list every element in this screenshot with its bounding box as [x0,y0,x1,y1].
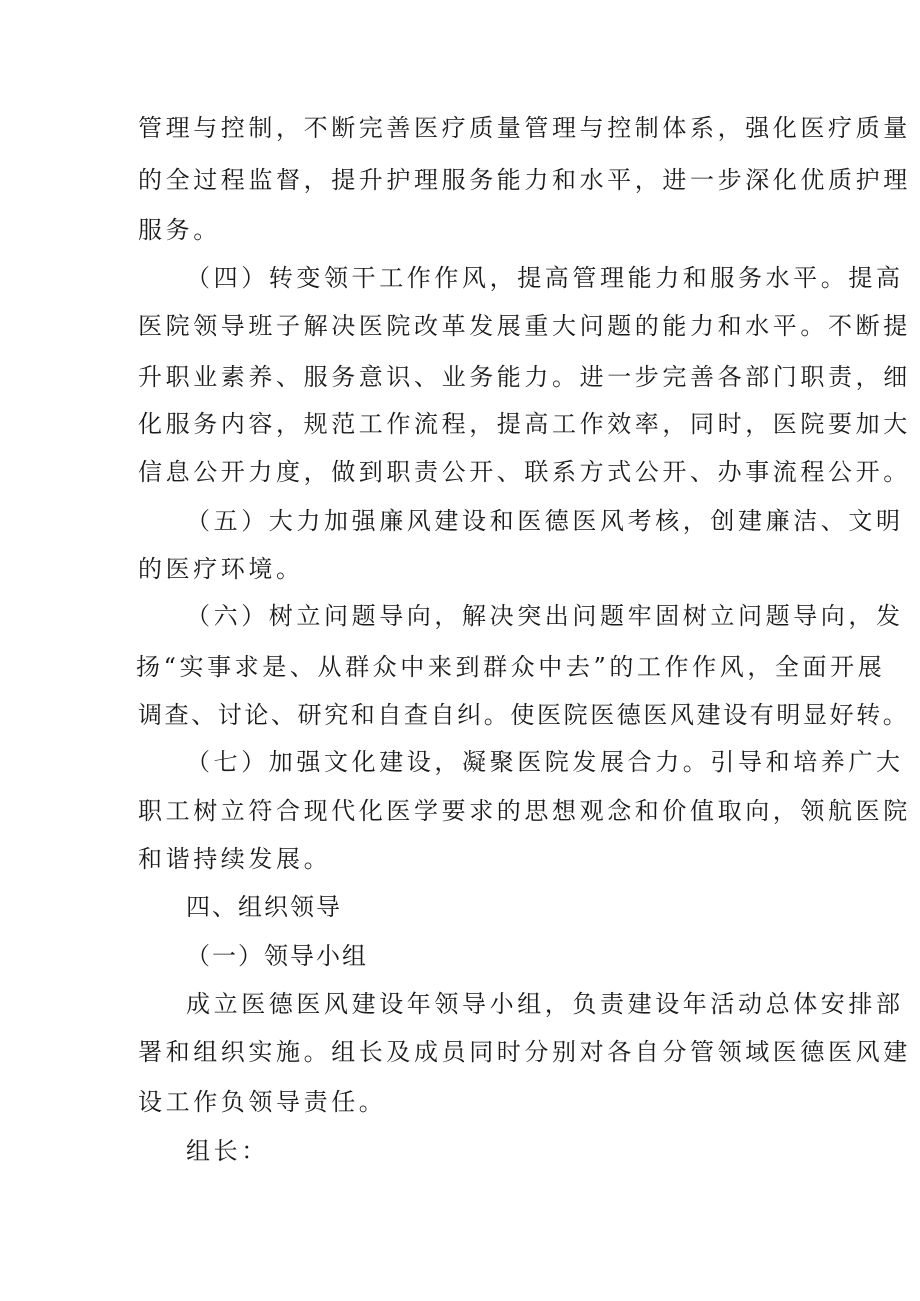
section-four-heading: （四）转变领干工作作风，提高管理能力和服务水平。提高 [186,264,904,292]
body-text-line: 的医疗环境。 [138,555,304,583]
section-six-heading: （六）树立问题导向，解决突出问题牢固树立问题导向，发 [186,602,904,630]
body-text-line: 职工树立符合现代化医学要求的思想观念和价值取向，领航医院 [138,797,911,825]
body-text-line: 升职业素养、服务意识、业务能力。进一步完善各部门职责，细 [138,363,911,391]
body-text-line: 和谐持续发展。 [138,845,332,873]
body-text-line: 医院领导班子解决医院改革发展重大问题的能力和水平。不断提 [138,312,911,340]
body-text-line: 的全过程监督，提升护理服务能力和水平，进一步深化优质护理 [138,166,911,194]
section-seven-heading: （七）加强文化建设，凝聚医院发展合力。引导和培养广大 [186,748,904,776]
group-leader-label: 组长： [186,1137,269,1165]
body-text-line: 设工作负领导责任。 [138,1088,387,1116]
body-text-line: 信息公开力度，做到职责公开、联系方式公开、办事流程公开。 [138,458,911,486]
body-text-line: 调查、讨论、研究和自查自纠。使医院医德医风建设有明显好转。 [138,701,910,729]
body-text-line: 服务。 [138,216,221,244]
body-text-line: 成立医德医风建设年领导小组，负责建设年活动总体安排部 [186,990,904,1018]
body-text-line: 管理与控制，不断完善医疗质量管理与控制体系，强化医疗质量 [138,114,911,142]
body-text-line: 化服务内容，规范工作流程，提高工作效率，同时，医院要加大 [138,410,911,438]
body-text-line: 扬“实事求是、从群众中来到群众中去”的工作作风，全面开展 [136,653,886,681]
chapter-four-heading: 四、组织领导 [186,893,342,921]
section-five-heading: （五）大力加强廉风建设和医德医风考核，创建廉洁、文明 [186,507,904,535]
leading-group-heading: （一）领导小组 [186,942,368,970]
body-text-line: 署和组织实施。组长及成员同时分别对各自分管领域医德医风建 [138,1038,911,1066]
